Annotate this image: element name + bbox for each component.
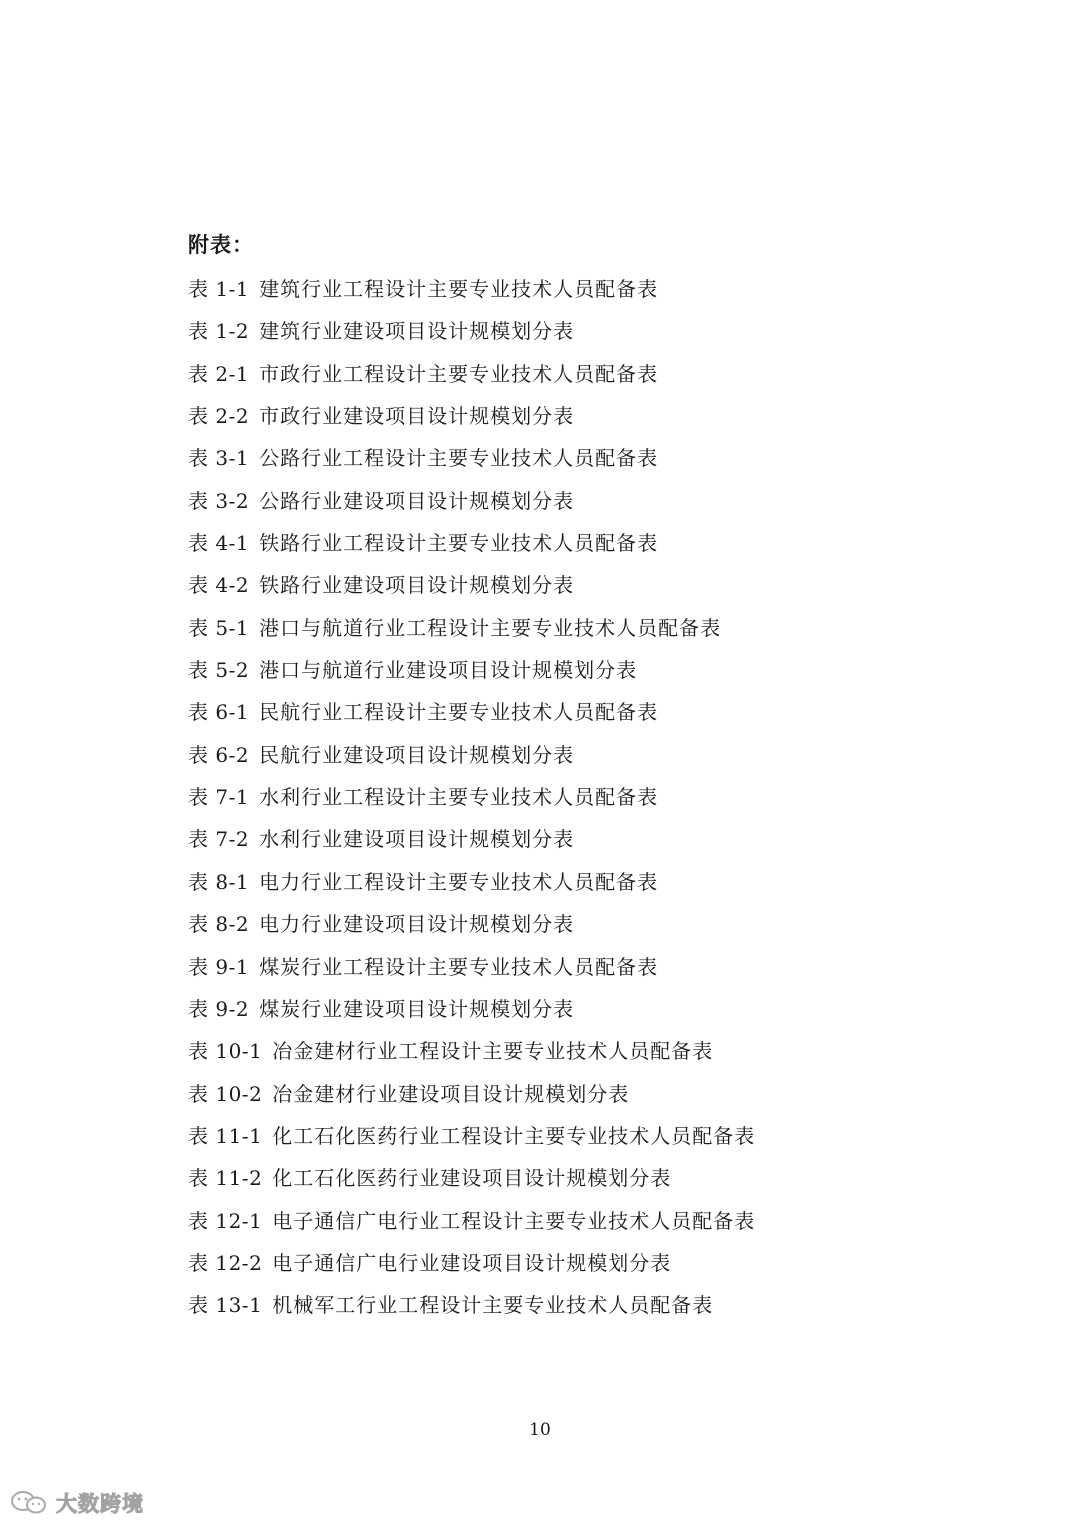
table-title: 化工石化医药行业工程设计主要专业技术人员配备表 xyxy=(272,1123,756,1148)
table-number: 表 4-2 xyxy=(188,573,250,598)
table-title: 水利行业建设项目设计规模划分表 xyxy=(259,827,575,852)
table-title: 市政行业建设项目设计规模划分表 xyxy=(259,404,575,429)
table-number: 表 7-2 xyxy=(188,827,250,852)
table-number: 表 1-1 xyxy=(188,277,250,301)
appendix-table-item xyxy=(188,1206,755,1248)
appendix-heading: 附表： xyxy=(188,232,254,257)
table-title: 机械军工行业工程设计主要专业技术人员配备表 xyxy=(272,1293,714,1318)
table-number: 表 9-1 xyxy=(188,954,250,979)
table-title: 公路行业建设项目设计规模划分表 xyxy=(259,488,575,513)
watermark xyxy=(10,1488,144,1518)
table-number: 表 8-1 xyxy=(188,869,250,894)
table-number: 表 10-1 xyxy=(188,1039,263,1064)
table-number: 表 7-1 xyxy=(188,785,250,810)
appendix-table-item xyxy=(188,824,755,866)
appendix-table-item xyxy=(188,1248,755,1290)
appendix-table-item xyxy=(188,1079,755,1121)
table-title: 煤炭行业建设项目设计规模划分表 xyxy=(259,996,575,1021)
appendix-table-item xyxy=(188,486,755,528)
appendix-table-item xyxy=(188,1036,755,1078)
table-title: 煤炭行业工程设计主要专业技术人员配备表 xyxy=(259,954,659,979)
table-title: 电力行业工程设计主要专业技术人员配备表 xyxy=(259,869,659,894)
table-title: 水利行业工程设计主要专业技术人员配备表 xyxy=(259,785,659,810)
appendix-table-item xyxy=(188,1163,755,1205)
table-title: 港口与航道行业工程设计主要专业技术人员配备表 xyxy=(259,615,722,640)
table-number: 表 8-2 xyxy=(188,912,250,937)
watermark-text: 大数跨境 xyxy=(56,1492,144,1516)
appendix-table-item xyxy=(188,994,755,1036)
appendix-table-item xyxy=(188,528,755,570)
table-title: 建筑行业工程设计主要专业技术人员配备表 xyxy=(259,277,659,301)
table-number: 表 5-2 xyxy=(188,658,250,683)
appendix-table-item xyxy=(188,401,755,443)
table-number: 表 3-1 xyxy=(188,446,250,471)
table-number: 表 11-2 xyxy=(188,1166,263,1191)
table-title: 市政行业工程设计主要专业技术人员配备表 xyxy=(259,361,659,386)
table-title: 港口与航道行业建设项目设计规模划分表 xyxy=(259,658,638,683)
wechat-logo-icon xyxy=(10,1490,50,1516)
table-title: 冶金建材行业工程设计主要专业技术人员配备表 xyxy=(272,1039,714,1064)
table-number: 表 10-2 xyxy=(188,1081,263,1106)
table-number: 表 9-2 xyxy=(188,996,250,1021)
appendix-table-item xyxy=(188,952,755,994)
page-number: 10 xyxy=(529,1420,551,1440)
table-number: 表 11-1 xyxy=(188,1123,263,1148)
table-title: 冶金建材行业建设项目设计规模划分表 xyxy=(272,1081,630,1106)
table-title: 电子通信广电行业工程设计主要专业技术人员配备表 xyxy=(272,1208,756,1233)
table-title: 民航行业工程设计主要专业技术人员配备表 xyxy=(259,700,659,725)
appendix-table-item xyxy=(188,740,755,782)
table-title: 公路行业工程设计主要专业技术人员配备表 xyxy=(259,446,659,471)
table-number: 表 1-2 xyxy=(188,319,250,344)
appendix-table-item xyxy=(188,359,755,401)
appendix-table-item xyxy=(188,274,755,316)
table-number: 表 2-2 xyxy=(188,404,250,429)
table-title: 铁路行业建设项目设计规模划分表 xyxy=(259,573,575,598)
appendix-table-item xyxy=(188,782,755,824)
appendix-table-item xyxy=(188,613,755,655)
table-number: 表 5-1 xyxy=(188,615,250,640)
table-title: 铁路行业工程设计主要专业技术人员配备表 xyxy=(259,531,659,556)
appendix-table-item xyxy=(188,1121,755,1163)
table-number: 表 4-1 xyxy=(188,531,250,556)
table-title: 电力行业建设项目设计规模划分表 xyxy=(259,912,575,937)
appendix-table-item xyxy=(188,697,755,739)
table-number: 表 12-2 xyxy=(188,1250,263,1275)
appendix-table-item xyxy=(188,1290,755,1332)
table-number: 表 6-1 xyxy=(188,700,250,725)
appendix-table-list xyxy=(188,274,755,1333)
appendix-table-item xyxy=(188,443,755,485)
table-number: 表 6-2 xyxy=(188,742,250,767)
table-number: 表 3-2 xyxy=(188,488,250,513)
table-number: 表 2-1 xyxy=(188,361,250,386)
table-title: 电子通信广电行业建设项目设计规模划分表 xyxy=(272,1250,672,1275)
table-title: 化工石化医药行业建设项目设计规模划分表 xyxy=(272,1166,672,1191)
table-number: 表 12-1 xyxy=(188,1208,263,1233)
table-number: 表 13-1 xyxy=(188,1293,263,1318)
table-title: 建筑行业建设项目设计规模划分表 xyxy=(259,319,575,344)
appendix-table-item xyxy=(188,570,755,612)
appendix-table-item xyxy=(188,655,755,697)
table-title: 民航行业建设项目设计规模划分表 xyxy=(259,742,575,767)
appendix-table-item xyxy=(188,909,755,951)
appendix-table-item xyxy=(188,316,755,358)
appendix-table-item xyxy=(188,867,755,909)
